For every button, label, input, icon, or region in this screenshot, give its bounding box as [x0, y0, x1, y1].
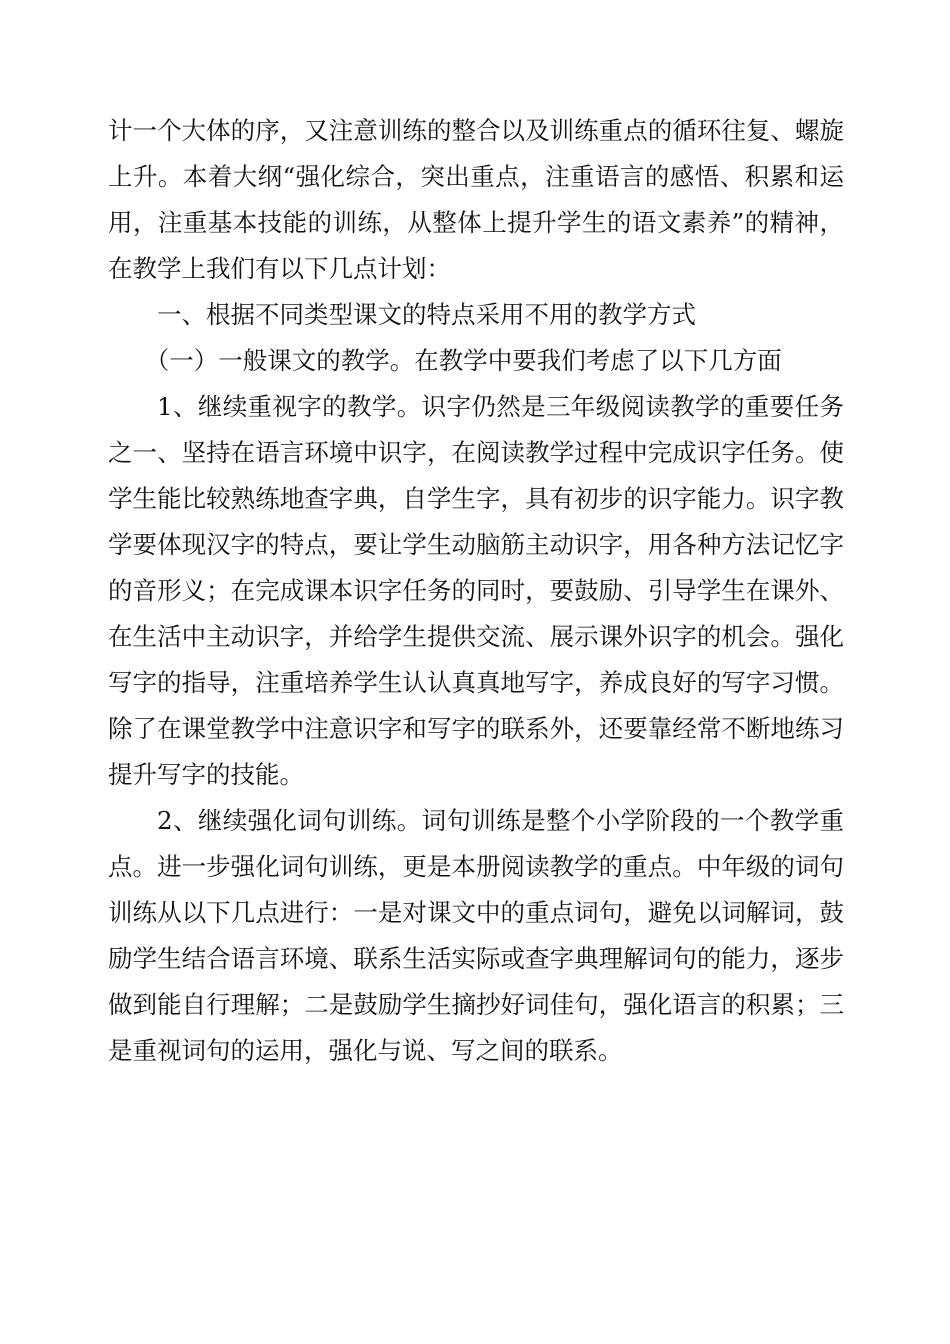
paragraph-item-1: 1、继续重视字的教学。识字仍然是三年级阅读教学的重要任务之一、坚持在语言环境中识字，在阅读教学过程中完成识字任务。使学生能比较熟练地查字典，自学生字，具有初步的识字能力。识字教学要体现汉字的特点，要让学生动脑筋主动识字，用各种方法记忆字的音形义；在完成课本识字任务的同时，要鼓励、引导学生在课外、在生活中主动识字，并给学生提供交流、展示课外识字的机会。强化写字的指导，注重培养学生认认真真地写字，养成良好的写字习惯。除了在课堂教学中注意识字和写字的联系外，还要靠经常不断地练习提升写字的技能。 [108, 392, 844, 789]
paragraph-continuation: 计一个大体的序，又注意训练的整合以及训练重点的循环往复、螺旋上升。本着大纲“强化综合，突出重点，注重语言的感悟、积累和运用，注重基本技能的训练，从整体上提升学生的语文素养”的精神，在教学上我们有以下几点计划： [108, 116, 844, 283]
paragraph-item-2: 2、继续强化词句训练。词句训练是整个小学阶段的一个教学重点。进一步强化词句训练，更是本册阅读教学的重点。中年级的词句训练从以下几点进行：一是对课文中的重点词句，避免以词解词，鼓励学生结合语言环境、联系生活实际或查字典理解词句的能力，逐步做到能自行理解；二是鼓励学生摘抄好词佳句，强化语言的积累；三是重视词句的运用，强化与说、写之间的联系。 [108, 806, 844, 1065]
section-heading: 一、根据不同类型课文的特点采用不用的教学方式 [157, 300, 696, 329]
document-body [108, 108, 844, 1074]
subsection-heading: （一）一般课文的教学。在教学中要我们考虑了以下几方面 [144, 346, 782, 375]
